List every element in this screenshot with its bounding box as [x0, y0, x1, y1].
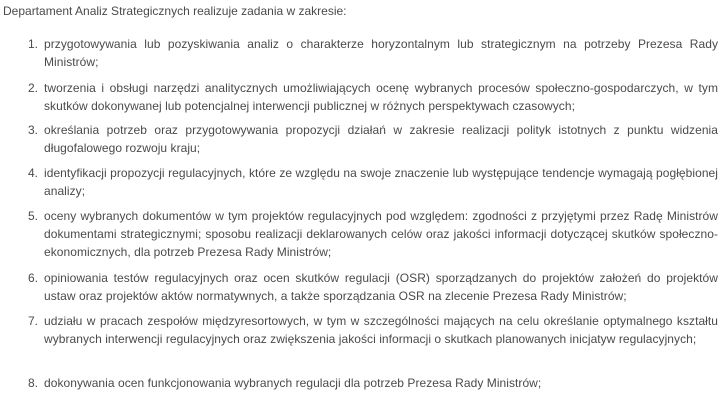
list-item-number: 1. — [28, 37, 39, 51]
list-item-6 — [28, 269, 718, 305]
list-item-number: 4. — [28, 166, 39, 180]
list-item-number: 7. — [28, 314, 39, 328]
list-item-number: 3. — [28, 123, 39, 137]
list-item-3 — [28, 121, 718, 157]
list-item-4 — [28, 164, 718, 200]
list-item-5 — [28, 207, 718, 261]
list-item-number: 6. — [28, 271, 39, 285]
list-item-2 — [28, 79, 718, 115]
list-item-text: dokonywania ocen funkcjonowania wybranych regulacji dla potrzeb Prezesa Rady Ministrów; — [44, 376, 542, 390]
list-item-text: tworzenia i obsługi narzędzi analitycznych umożliwiających ocenę wybranych procesów społeczno-gospodarczych, w tym skutków dokonywanej lub potencjalnej interwencji publicznej w różnych perspektywach czasowych; — [44, 81, 718, 113]
list-item-text: identyfikacji propozycji regulacyjnych, które ze względu na swoje znaczenie lub występujące tendencje wymagają pogłębionej analizy; — [44, 166, 718, 198]
list-item-text: udziału w pracach zespołów międzyresortowych, w tym w szczególności mających na celu określanie optymalnego kształtu wybranych interwencji regulacyjnych oraz zwiększenia jakości informacji o skutkach planowanych inicjatyw regulacyjnych; — [44, 314, 718, 346]
list-item-text: przygotowywania lub pozyskiwania analiz o charakterze horyzontalnym lub strategicznym na potrzeby Prezesa Rady Ministrów; — [44, 37, 718, 69]
list-item-number: 8. — [28, 376, 39, 390]
intro-text: Departament Analiz Strategicznych realizuje zadania w zakresie: — [3, 4, 347, 18]
list-item-1 — [28, 35, 718, 71]
list-item-number: 5. — [28, 209, 39, 223]
list-item-text: określania potrzeb oraz przygotowywania propozycji działań w zakresie realizacji polityk istotnych z punktu widzenia długofalowego rozwoju kraju; — [44, 123, 718, 155]
list-item-text: opiniowania testów regulacyjnych oraz ocen skutków regulacji (OSR) sporządzanych do projektów założeń do projektów ustaw oraz projektów aktów normatywnych, a także sporządzania OSR na zlecenie Prezesa Rady Ministrów; — [44, 271, 718, 303]
list-item-number: 2. — [28, 81, 39, 95]
list-item-text: oceny wybranych dokumentów w tym projektów regulacyjnych pod względem: zgodności z przyjętymi przez Radę Ministrów dokumentami strategicznymi; sposobu realizacji deklarowanych celów oraz jakości informacji dotyczącej skutków społeczno-ekonomicznych, dla potrzeb Prezesa Rady Ministrów; — [44, 209, 718, 259]
list-item-8 — [28, 374, 718, 392]
list-item-7 — [28, 312, 718, 348]
